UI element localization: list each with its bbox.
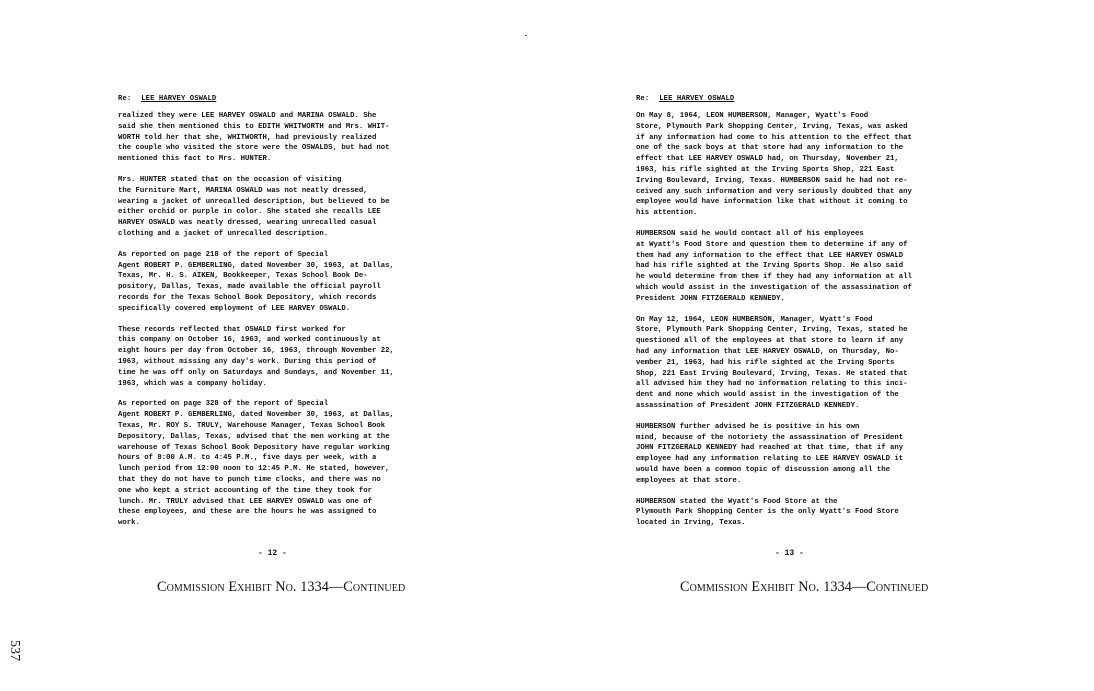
right-exhibit-caption: Commission Exhibit No. 1334—Continued [680,579,929,595]
right-re-line [636,95,986,103]
left-re-line [118,95,468,103]
scan-speck [525,35,527,36]
right-paragraph-4: HUMBERSON further advised he is positive in his own mind, because of the notoriety the assassination of President JOHN FITZGERALD KENNEDY had reached at that time, that if any employee had any information relating to LEE HARVEY OSWALD it would have been a common topic of discussion among all the employees at that store. [636,422,904,485]
left-re-subject: LEE HARVEY OSWALD [141,95,217,103]
left-re-label: Re: [118,95,132,103]
left-paragraph-4: These records reflected that OSWALD first worked for this company on October 16, 1963, and worked continuously at eight hours per day from October 16, 1963, through November 22, 1963, without missing any day's work. During this period of time he was off only on Saturdays and Sundays, and November 11, 1963, which was a company holiday. [118,325,394,388]
right-paragraph-5: HUMBERSON stated the Wyatt's Food Store at the Plymouth Park Shopping Center is the only Wyatt's Food Store located in Irving, Texas. [636,497,899,528]
right-re-label: Re: [636,95,650,103]
left-paragraph-3: As reported on page 218 of the report of Special Agent ROBERT P. GEMBERLING, dated November 30, 1963, at Dallas, Texas, Mr. H. S. AIKEN, Bookkeeper, Texas School Book De- pository, Dallas, Texas, made available the official payroll records for the Texas School Book Depository, which records specifically covered employment of LEE HARVEY OSWALD. [118,250,394,313]
right-re-subject: LEE HARVEY OSWALD [659,95,735,103]
left-paragraph-2: Mrs. HUNTER stated that on the occasion of visiting the Furniture Mart, MARINA OSWALD was not neatly dressed, wearing a jacket of unrecalled description, but believed to be either orchid or purple in color. She stated she recalls LEE HARVEY OSWALD was neatly dressed, wearing unrecalled casual clothing and a jacket of unrecalled description. [118,175,390,238]
volume-page-number: 537 [7,640,22,661]
left-page-number: - 12 - [258,549,287,558]
right-page [636,95,986,539]
right-paragraph-2: HUMBERSON said he would contact all of his employees at Wyatt's Food Store and question them to determine if any of them had any information to the effect that LEE HARVEY OSWALD had his rifle sighted at the Irving Sports Shop. He also said he would determine from them if they had any information at all which would assist in the investigation of the assassination of President JOHN FITZGERALD KENNEDY. [636,229,912,303]
right-paragraph-3: On May 12, 1964, LEON HUMBERSON, Manager, Wyatt's Food Store, Plymouth Park Shopping Center, Irving, Texas, stated he questioned all of the employees at that store to learn if any had any information that LEE HARVEY OSWALD, on Thursday, No- vember 21, 1963, had his rifle sighted at the Irving Sports Shop, 221 East Irving Boulevard, Irving, Texas. He stated that all advised him they had no information relating to this inci- dent and none which would assist in the investigation of the assassination of President JOHN FITZGERALD KENNEDY. [636,315,908,410]
left-paragraph-1: realized they were LEE HARVEY OSWALD and MARINA OSWALD. She said she then mentioned this to EDITH WHITWORTH and Mrs. WHIT- WORTH told her that she, WHITWORTH, had previously realized the couple who visited the store were the OSWALDS, but had not mentioned this fact to Mrs. HUNTER. [118,112,390,164]
left-exhibit-caption: Commission Exhibit No. 1334—Continued [157,579,406,595]
right-paragraph-1: On May 8, 1964, LEON HUMBERSON, Manager, Wyatt's Food Store, Plymouth Park Shopping Center, Irving, Texas, was asked if any information had come to his attention to the effect that one of the sack boys at that store had any information to the effect that LEE HARVEY OSWALD had, on Thursday, November 21, 1963, his rifle sighted at the Irving Sports Shop, 221 East Irving Boulevard, Irving, Texas. HUMBERSON said he had not re- ceived any such information and very seriously doubted that any employee would have information like that without it coming to his attention. [636,112,912,218]
right-page-number: - 13 - [775,549,804,558]
left-paragraph-5: As reported on page 328 of the report of Special Agent ROBERT P. GEMBERLING, dated November 30, 1963, at Dallas, Texas, Mr. ROY S. TRULY, Warehouse Manager, Texas School Book Depository, Dallas, Texas, advised that the men working at the warehouse of Texas School Book Depository have regular working hours of 8:00 A.M. to 4:45 P.M., five days per week, with a lunch period from 12:00 noon to 12:45 P.M. He stated, however, that they do not have to punch time clocks, and there was no one who kept a strict accounting of the time they took for lunch. Mr. TRULY advised that LEE HARVEY OSWALD was one of these employees, and these are the hours he was assigned to work. [118,400,394,528]
left-page [118,95,468,539]
